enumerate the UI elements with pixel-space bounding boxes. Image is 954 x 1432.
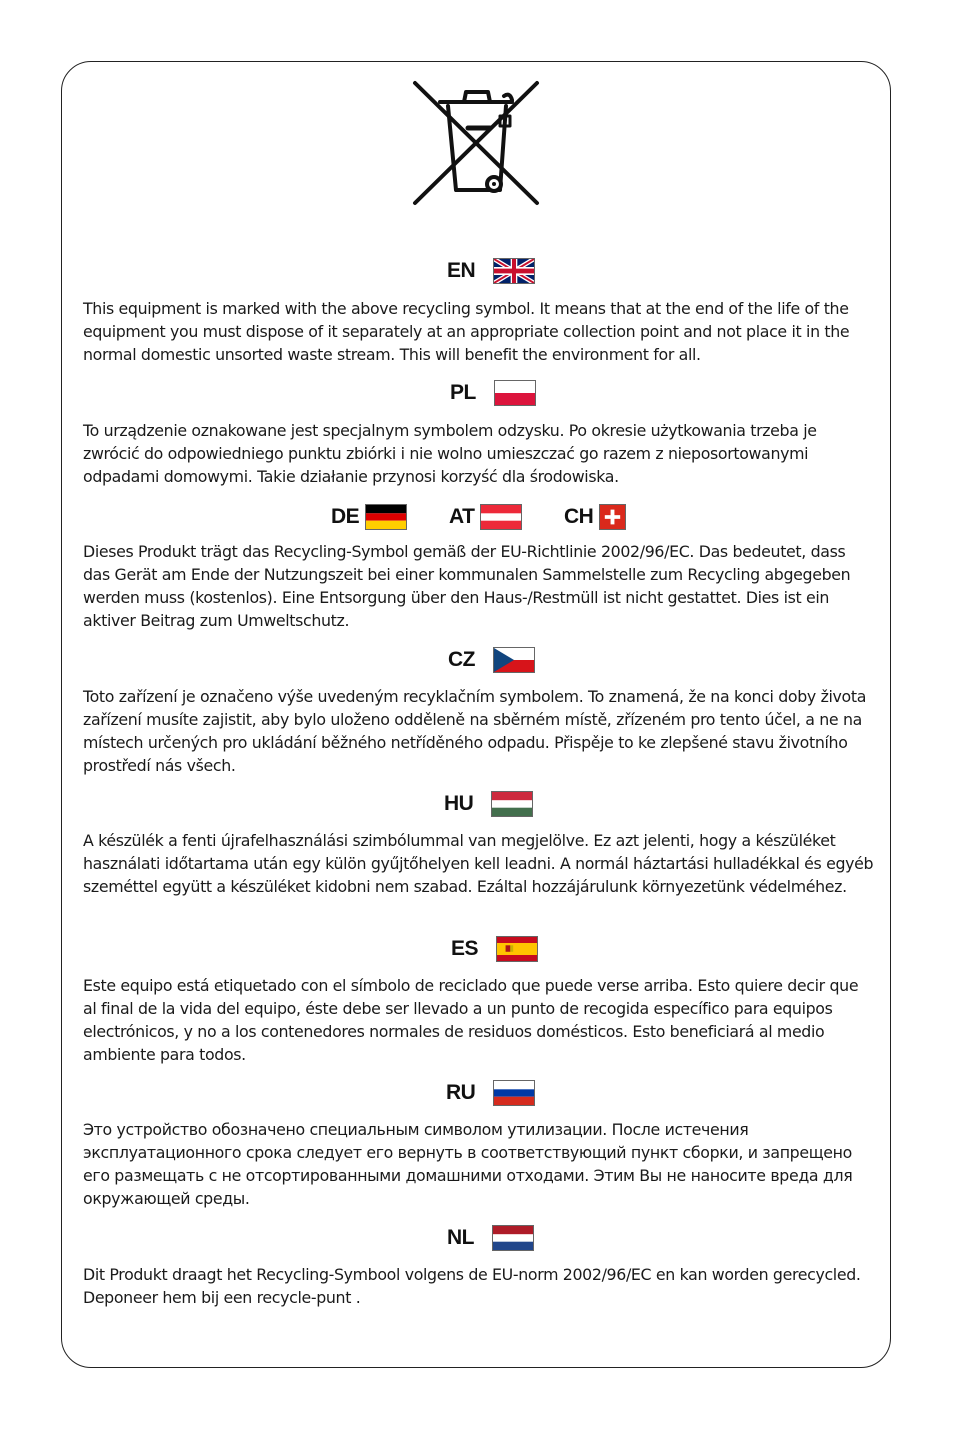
lang-code-nl: NL — [447, 1226, 474, 1249]
russia-flag-icon — [493, 1080, 535, 1106]
lang-code-hu: HU — [444, 792, 474, 815]
lang-ch — [564, 504, 626, 530]
lang-code-pl: PL — [450, 381, 476, 404]
lang-en — [447, 258, 535, 284]
lang-row-de — [0, 504, 954, 534]
paragraph-de: Dieses Produkt trägt das Recycling-Symbol gemäß der EU-Richtlinie 2002/96/EC. Das bedeutet, dass das Gerät am Ende der Nutzungszeit bei einer kommunalen Sammelstelle zum Recycling abgegeben werden muss (kostenlos). Eine Entsorgung über den Haus-/Restmüll ist nicht gestattet. Dies ist ein aktiver Beitrag zum Umweltschutz. — [83, 542, 851, 630]
paragraph-ru: Это устройство обозначено специальным символом утилизации. После истечения эксплуатационного срока следует его вернуть в соответствующий пункт сборки, и запрещено его размещать с не отсортированными домашними отходами. Этим Вы не наносите вреда для окружающей среды. — [83, 1120, 853, 1208]
lang-row-nl — [0, 1225, 954, 1255]
paragraph-nl: Dit Produkt draagt het Recycling-Symbool volgens de EU-norm 2002/96/EC en kan worden gerecycled. Deponeer hem bij een recycle-punt . — [83, 1265, 861, 1307]
spain-flag-icon — [496, 936, 538, 962]
lang-at — [449, 504, 522, 530]
lang-cz — [448, 647, 535, 673]
lang-nl — [447, 1225, 534, 1251]
lang-row-cz — [0, 647, 954, 677]
lang-row-hu — [0, 791, 954, 821]
lang-row-es — [0, 936, 954, 966]
lang-pl — [450, 380, 536, 406]
lang-row-ru — [0, 1080, 954, 1110]
paragraph-pl: To urządzenie oznakowane jest specjalnym symbolem odzysku. Po okresie użytkowania trzeba je zwrócić do odpowiedniego punktu zbiórki i nie wolno umieszczać go razem z nieposortowanymi odpadami domowymi. Takie działanie przynosi korzyść dla środowiska. — [83, 421, 817, 486]
lang-row-pl — [0, 380, 954, 410]
paragraph-es: Este equipo está etiquetado con el símbolo de reciclado que puede verse arriba. Esto quiere decir que al final de la vida del equipo, éste debe ser llevado a un punto de recogida específico para equipos electrónicos, y no a los contenedores normales de residuos domésticos. Esto beneficiará al medio ambiente para todos. — [83, 976, 859, 1064]
lang-es — [451, 936, 538, 962]
uk-flag-icon — [493, 258, 535, 284]
paragraph-cz: Toto zařízení je označeno výše uvedeným recyklačním symbolem. To znamená, že na konci doby života zařízení musíte zajistit, aby bylo uloženo odděleně na sběrném místě, zřízeném pro tento účel, a ne na místech určených pro ukládání běžného netříděného odpadu. Přispěje to ke zlepšené stavu životního prostředí nás všech. — [83, 687, 867, 775]
weee-crossed-bin-icon — [412, 80, 540, 206]
lang-code-at: AT — [449, 505, 475, 528]
lang-code-es: ES — [451, 937, 479, 960]
lang-code-ch: CH — [564, 505, 594, 528]
czech-flag-icon — [493, 647, 535, 673]
lang-row-en — [0, 258, 954, 288]
lang-code-en: EN — [447, 259, 476, 282]
lang-hu — [444, 791, 533, 817]
paragraph-hu: A készülék a fenti újrafelhasználási szimbólummal van megjelölve. Ez azt jelenti, hogy a készüléket használati időtartama után egy külön gyűjtőhelyen kell leadni. A normál háztartási hulladékkal és egyéb szeméttel együtt a készüléket kidobni nem szabad. Ezáltal hozzájárulunk környezetünk védelméhez. — [83, 831, 874, 896]
lang-code-cz: CZ — [448, 648, 475, 671]
switzerland-flag-icon — [599, 504, 626, 530]
lang-code-de: DE — [331, 505, 360, 528]
lang-de — [331, 504, 407, 530]
austria-flag-icon — [480, 504, 522, 530]
poland-flag-icon — [494, 380, 536, 406]
lang-ru — [446, 1080, 535, 1106]
netherlands-flag-icon — [492, 1225, 534, 1251]
germany-flag-icon — [365, 504, 407, 530]
paragraph-en: This equipment is marked with the above recycling symbol. It means that at the end of the life of the equipment you must dispose of it separately at an appropriate collection point and not place it in the normal domestic unsorted waste stream. This will benefit the environment for all. — [83, 299, 850, 364]
lang-code-ru: RU — [446, 1081, 476, 1104]
hungary-flag-icon — [491, 791, 533, 817]
